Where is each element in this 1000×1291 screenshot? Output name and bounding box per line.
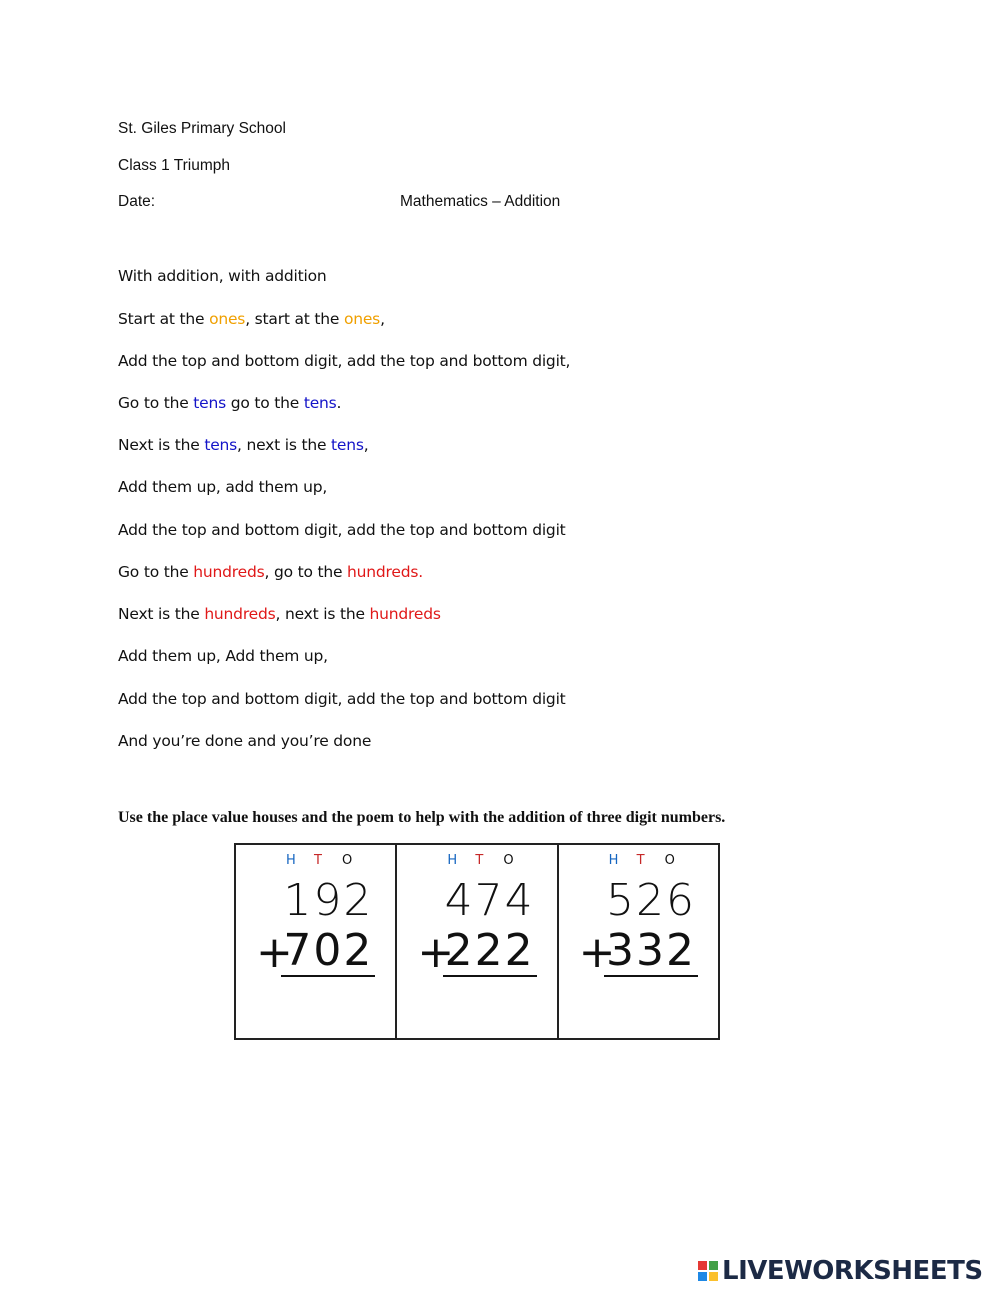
- class-name: Class 1 Triumph: [118, 157, 230, 174]
- instruction-text: Use the place value houses and the poem to help with the addition of three digit numbers.: [118, 809, 726, 826]
- poem-keyword-red: hundreds: [193, 563, 265, 581]
- poem-text: Add them up, add them up,: [118, 478, 328, 496]
- poem-text: , next is the: [237, 436, 332, 454]
- poem-line: [118, 267, 327, 285]
- school-name: St. Giles Primary School: [118, 120, 286, 137]
- poem-line: [118, 690, 566, 708]
- poem-line: [118, 436, 368, 454]
- problem-cell: [397, 845, 558, 1038]
- place-labels: [609, 853, 693, 868]
- poem-text: go to the: [226, 394, 304, 412]
- poem-text: , go to the: [264, 563, 348, 581]
- poem-keyword-blue: tens: [331, 436, 364, 454]
- logo-mark-icon: [698, 1261, 718, 1281]
- hundreds-label: H: [286, 853, 296, 868]
- poem-text: ,: [363, 436, 369, 454]
- poem-line: [118, 647, 328, 665]
- poem-text: Go to the: [118, 394, 194, 412]
- poem-text: , next is the: [275, 605, 370, 623]
- place-labels: [447, 853, 531, 868]
- poem-keyword-orange: ones: [343, 310, 381, 328]
- top-number: 474: [444, 875, 535, 926]
- place-labels: [286, 853, 370, 868]
- problem-cell: [559, 845, 718, 1038]
- liveworksheets-logo: [698, 1256, 983, 1286]
- poem-line: [118, 352, 570, 370]
- top-number: 526: [606, 875, 696, 926]
- poem-text: , start at the: [245, 310, 344, 328]
- poem-text: Next is the: [118, 605, 205, 623]
- poem-text: And you’re done and you’re done: [118, 732, 372, 750]
- poem-keyword-blue: tens: [193, 394, 226, 412]
- poem-text: Go to the: [118, 563, 194, 581]
- tens-label: T: [636, 853, 645, 868]
- problem-cell: [236, 845, 397, 1038]
- hundreds-label: H: [447, 853, 458, 868]
- poem-line: [118, 310, 385, 328]
- logo-square: [709, 1261, 718, 1270]
- logo-square: [698, 1261, 707, 1270]
- poem-line: [118, 521, 566, 539]
- tens-label: T: [314, 853, 322, 868]
- bottom-number: 702: [283, 925, 374, 976]
- date-label: Date:: [118, 193, 156, 210]
- plus-sign: +: [417, 927, 455, 978]
- subject-title: Mathematics – Addition: [400, 193, 561, 210]
- bottom-number: 222: [444, 925, 535, 976]
- poem-keyword-red: hundreds.: [347, 563, 423, 581]
- poem-keyword-blue: tens: [303, 394, 337, 412]
- poem-text: With addition, with addition: [118, 267, 327, 285]
- poem-line: [118, 732, 371, 750]
- poem-text: Add them up, Add them up,: [118, 647, 328, 665]
- bottom-number: 332: [606, 925, 696, 976]
- poem-line: [118, 563, 423, 581]
- poem-keyword-red: hundreds: [204, 605, 276, 623]
- plus-sign: +: [256, 927, 293, 978]
- ones-label: O: [664, 853, 675, 868]
- poem-text: ,: [380, 310, 385, 328]
- top-number: 192: [283, 875, 374, 926]
- logo-square: [709, 1272, 718, 1281]
- poem-keyword-blue: tens: [204, 436, 238, 454]
- hundreds-label: H: [608, 853, 619, 868]
- poem-text: Start at the: [118, 310, 210, 328]
- tens-label: T: [475, 853, 484, 868]
- place-value-houses: [234, 843, 720, 1040]
- poem-keyword-orange: ones: [209, 310, 246, 328]
- poem-keyword-red: hundreds: [369, 605, 441, 623]
- poem-text: Add the top and bottom digit, add the top and bottom digit: [118, 690, 566, 708]
- poem-line: [118, 605, 441, 623]
- poem-text: .: [336, 394, 342, 412]
- poem-text: Add the top and bottom digit, add the top and bottom digit,: [118, 352, 571, 370]
- logo-text: LIVEWORKSHEETS: [722, 1256, 983, 1286]
- ones-label: O: [342, 853, 353, 868]
- plus-sign: +: [578, 927, 616, 978]
- ones-label: O: [503, 853, 514, 868]
- poem-line: [118, 394, 341, 412]
- poem-line: [118, 478, 327, 496]
- logo-square: [698, 1272, 707, 1281]
- poem-text: Next is the: [118, 436, 205, 454]
- poem-text: Add the top and bottom digit, add the top and bottom digit: [118, 521, 566, 539]
